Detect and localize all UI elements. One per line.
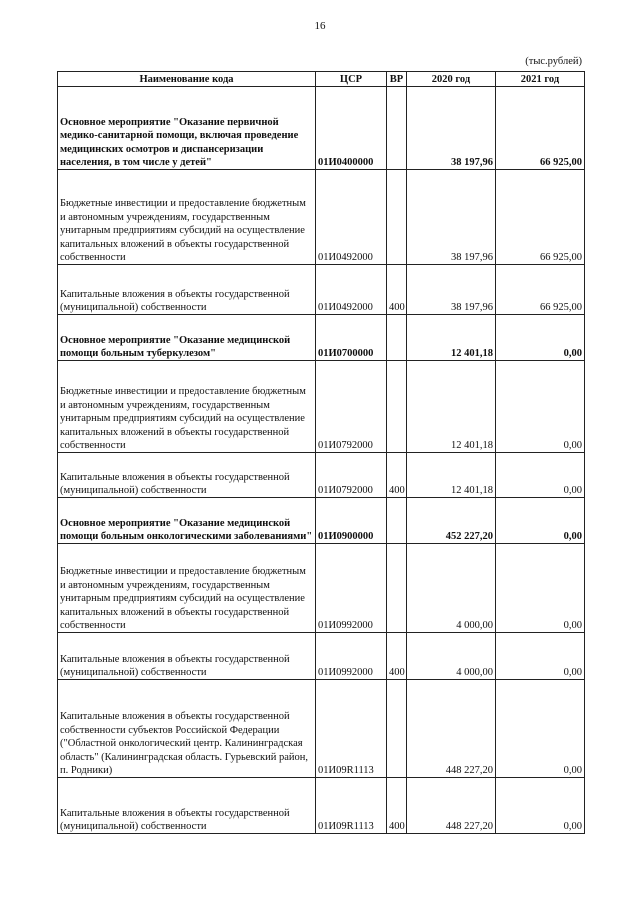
column-header-name: Наименование кода [58, 72, 316, 87]
column-header-2021: 2021 год [496, 72, 585, 87]
column-header-vr: ВР [387, 72, 407, 87]
row-name: Капитальные вложения в объекты государственной (муниципальной) собственности [58, 453, 316, 498]
table-row [58, 265, 585, 315]
budget-table [57, 71, 585, 834]
table-row [58, 680, 585, 778]
table-row [58, 778, 585, 834]
row-2020: 38 197,96 [407, 265, 496, 315]
row-2021: 0,00 [496, 361, 585, 453]
units-label: (тыс.рублей) [525, 56, 582, 67]
row-csr: 01И0992000 [316, 544, 387, 633]
row-name: Бюджетные инвестиции и предоставление бюджетным и автономным учреждениям, государственным унитарным предприятиям субсидий на осуществление капитальных вложений в объекты государственной собственности [58, 361, 316, 453]
row-name: Капитальные вложения в объекты государственной (муниципальной) собственности [58, 778, 316, 834]
row-2021: 0,00 [496, 498, 585, 544]
row-name: Основное мероприятие "Оказание медицинской помощи больным туберкулезом" [58, 315, 316, 361]
row-2021: 66 925,00 [496, 170, 585, 265]
table-row [58, 361, 585, 453]
row-2020: 38 197,96 [407, 170, 496, 265]
row-vr [387, 361, 407, 453]
row-2021: 66 925,00 [496, 87, 585, 170]
row-2021: 0,00 [496, 633, 585, 680]
row-2021: 0,00 [496, 544, 585, 633]
row-vr [387, 544, 407, 633]
row-name: Капитальные вложения в объекты государственной (муниципальной) собственности [58, 633, 316, 680]
row-2020: 452 227,20 [407, 498, 496, 544]
row-name: Капитальные вложения в объекты государственной собственности субъектов Российской Федерации ("Областной онкологический центр. Калининградская область" (Калининградская область. Гурьевский район, п. Родники) [58, 680, 316, 778]
row-csr: 01И0400000 [316, 87, 387, 170]
row-name: Бюджетные инвестиции и предоставление бюджетным и автономным учреждениям, государственным унитарным предприятиям субсидий на осуществление капитальных вложений в объекты государственной собственности [58, 544, 316, 633]
row-name: Основное мероприятие "Оказание первичной медико-санитарной помощи, включая проведение медицинских осмотров и диспансеризации населения, в том числе у детей" [58, 87, 316, 170]
row-csr: 01И0700000 [316, 315, 387, 361]
row-vr: 400 [387, 778, 407, 834]
row-2020: 38 197,96 [407, 87, 496, 170]
row-vr: 400 [387, 453, 407, 498]
row-2020: 4 000,00 [407, 633, 496, 680]
table-header-row [58, 72, 585, 87]
row-2021: 0,00 [496, 315, 585, 361]
row-csr: 01И0792000 [316, 361, 387, 453]
row-name: Капитальные вложения в объекты государственной (муниципальной) собственности [58, 265, 316, 315]
column-header-csr: ЦСР [316, 72, 387, 87]
row-name: Бюджетные инвестиции и предоставление бюджетным и автономным учреждениям, государственным унитарным предприятиям субсидий на осуществление капитальных вложений в объекты государственной собственности [58, 170, 316, 265]
row-vr: 400 [387, 633, 407, 680]
column-header-2020: 2020 год [407, 72, 496, 87]
table-row [58, 633, 585, 680]
row-2020: 12 401,18 [407, 453, 496, 498]
row-2021: 0,00 [496, 453, 585, 498]
row-vr [387, 315, 407, 361]
row-csr: 01И0900000 [316, 498, 387, 544]
page-number: 16 [314, 20, 326, 32]
row-vr [387, 170, 407, 265]
row-csr: 01И0492000 [316, 170, 387, 265]
row-2020: 12 401,18 [407, 315, 496, 361]
row-vr: 400 [387, 265, 407, 315]
row-vr [387, 680, 407, 778]
row-2020: 4 000,00 [407, 544, 496, 633]
table-row [58, 170, 585, 265]
table-row [58, 453, 585, 498]
row-csr: 01И0792000 [316, 453, 387, 498]
table-row [58, 87, 585, 170]
row-2021: 66 925,00 [496, 265, 585, 315]
row-2021: 0,00 [496, 680, 585, 778]
row-2020: 448 227,20 [407, 680, 496, 778]
row-name: Основное мероприятие "Оказание медицинской помощи больным онкологическими заболеваниями" [58, 498, 316, 544]
row-2021: 0,00 [496, 778, 585, 834]
row-csr: 01И0992000 [316, 633, 387, 680]
row-csr: 01И09R1113 [316, 778, 387, 834]
row-vr [387, 498, 407, 544]
row-csr: 01И09R1113 [316, 680, 387, 778]
table-row [58, 498, 585, 544]
row-2020: 448 227,20 [407, 778, 496, 834]
table-row [58, 544, 585, 633]
row-2020: 12 401,18 [407, 361, 496, 453]
table-row [58, 315, 585, 361]
row-vr [387, 87, 407, 170]
row-csr: 01И0492000 [316, 265, 387, 315]
